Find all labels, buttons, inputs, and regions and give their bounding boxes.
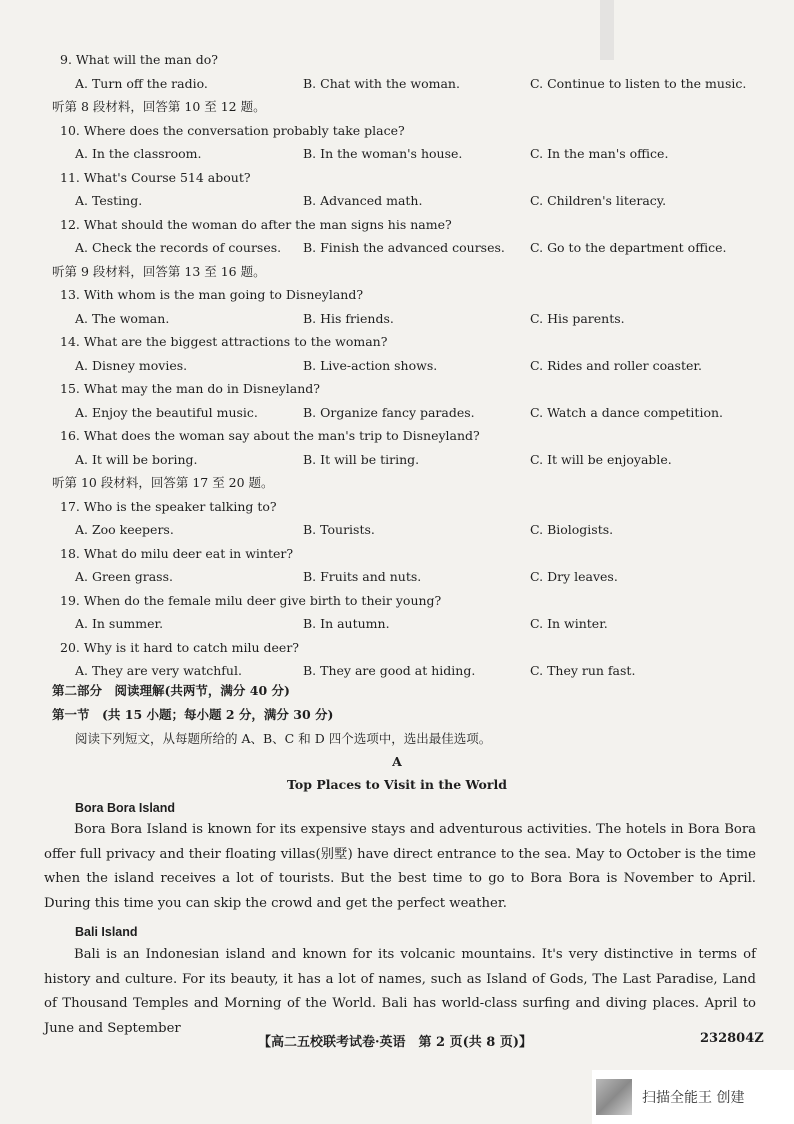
passage-title: Top Places to Visit in the World [287, 777, 507, 792]
question-stem [60, 640, 299, 656]
question-text: Who is the speaker talking to? [83, 498, 277, 514]
question-stem [60, 217, 452, 233]
option-a: A. In the classroom. [75, 146, 202, 161]
question-stem [60, 170, 251, 186]
watermark-text: 扫描全能王 创建 [642, 1090, 745, 1106]
option-a: A. Enjoy the beautiful music. [75, 404, 258, 420]
option-c: C. It will be enjoyable. [530, 451, 672, 467]
question-text: With whom is the man going to Disneyland? [83, 287, 364, 302]
question-number: 11. [60, 169, 80, 185]
place-text-bali: Bali is an Indonesian island and known for its volcanic mountains. It's very distinctive in terms of history and culture. For its beauty, it has a lot of names, such as Island of Gods, The Last Paradise, Land of Thousand Temples and Morning of the World. Bali has world-class surfing and diving places. April to June and September [44, 947, 756, 1036]
place-name-bali: Bali Island [75, 925, 138, 939]
option-c: C. Go to the department office. [530, 240, 727, 255]
question-number: 10. [60, 122, 80, 138]
question-number: 13. [60, 287, 80, 302]
question-text: Why is it hard to catch milu deer? [83, 639, 300, 655]
question-text: What does the woman say about the man's trip to Disneyland? [83, 428, 480, 443]
part2-title: 第二部分 阅读理解(共两节，满分 40 分) [52, 683, 290, 698]
place-text-bora-bora: Bora Bora Island is known for its expensive stays and adventurous activities. The hotels in Bora Bora offer full privacy and their floating villas(别墅) have direct entrance to the sea. May to October is the time when the island receives a lot of tourists. But the best time to go to Bora Bora is November to April. During this time you can skip the crowd and get the perfect weather. [44, 822, 756, 911]
option-c: C. They run fast. [530, 663, 636, 678]
question-text: What's Course 514 about? [83, 169, 251, 185]
question-number: 15. [60, 381, 80, 396]
place-name-bora-bora: Bora Bora Island [75, 801, 176, 815]
option-a: A. Check the records of courses. [75, 240, 282, 255]
option-a: A. In summer. [75, 616, 164, 631]
question-stem [60, 499, 277, 515]
question-number: 14. [60, 334, 80, 349]
scan-smudge [600, 0, 614, 60]
question-stem [60, 52, 218, 68]
option-c: C. His parents. [530, 310, 625, 326]
option-a: A. Turn off the radio. [75, 75, 208, 91]
question-text: What may the man do in Disneyland? [83, 381, 321, 396]
question-number: 19. [60, 592, 80, 608]
option-b: B. Live-action shows. [303, 357, 438, 373]
question-number: 18. [60, 545, 80, 561]
section-instruction: 听第 9 段材料，回答第 13 至 16 题。 [52, 263, 266, 279]
question-number: 20. [60, 639, 80, 655]
option-b: B. In the woman's house. [303, 146, 463, 161]
question-text: What will the man do? [75, 52, 218, 67]
option-a: A. Disney movies. [75, 357, 188, 373]
option-b: B. Finish the advanced courses. [303, 240, 505, 255]
option-b: B. Chat with the woman. [303, 75, 460, 91]
option-b: B. Advanced math. [303, 193, 423, 208]
question-stem [60, 381, 320, 397]
scanner-logo-icon [596, 1079, 632, 1115]
question-stem [60, 546, 293, 562]
option-a: A. Zoo keepers. [75, 522, 174, 537]
exam-code: 232804Z [700, 1031, 764, 1046]
option-a: A. It will be boring. [75, 451, 198, 467]
question-number: 17. [60, 498, 80, 514]
question-text: Where does the conversation probably take place? [83, 122, 405, 138]
option-c: C. In winter. [530, 616, 608, 631]
option-b: B. Organize fancy parades. [303, 404, 475, 420]
question-number: 12. [60, 216, 80, 232]
option-b: B. Fruits and nuts. [303, 569, 422, 584]
scanner-watermark [592, 1070, 794, 1124]
question-stem [60, 123, 405, 139]
question-stem [60, 334, 387, 350]
question-text: When do the female milu deer give birth to their young? [83, 592, 442, 608]
option-b: B. It will be tiring. [303, 451, 420, 467]
question-stem [60, 593, 441, 609]
passage-letter: A [392, 754, 402, 769]
option-a: A. The woman. [75, 310, 170, 326]
option-c: C. Children's literacy. [530, 193, 667, 208]
section-instruction: 听第 10 段材料，回答第 17 至 20 题。 [52, 475, 274, 490]
option-b: B. They are good at hiding. [303, 663, 476, 678]
question-text: What do milu deer eat in winter? [83, 545, 294, 561]
option-c: C. Continue to listen to the music. [530, 75, 747, 91]
option-a: A. Testing. [75, 193, 143, 208]
question-number: 16. [60, 428, 80, 443]
question-stem [60, 287, 363, 303]
option-c: C. Watch a dance competition. [530, 404, 723, 420]
reading-instruction: 阅读下列短文，从每题所给的 A、B、C 和 D 四个选项中，选出最佳选项。 [75, 731, 492, 746]
page-footer: 【高二五校联考试卷·英语 第 2 页(共 8 页)】 [258, 1035, 533, 1050]
option-a: A. They are very watchful. [75, 663, 242, 678]
question-text: What should the woman do after the man signs his name? [83, 216, 452, 232]
option-c: C. In the man's office. [530, 146, 669, 161]
option-b: B. His friends. [303, 310, 394, 326]
question-stem [60, 428, 480, 444]
option-c: C. Dry leaves. [530, 569, 618, 584]
option-b: B. In autumn. [303, 616, 390, 631]
section-instruction: 听第 8 段材料，回答第 10 至 12 题。 [52, 99, 266, 114]
option-b: B. Tourists. [303, 522, 375, 537]
option-c: C. Rides and roller coaster. [530, 357, 702, 373]
option-c: C. Biologists. [530, 522, 614, 537]
section1-title: 第一节 (共 15 小题；每小题 2 分，满分 30 分) [52, 707, 334, 722]
question-number: 9. [60, 52, 72, 67]
question-text: What are the biggest attractions to the woman? [83, 334, 388, 349]
option-a: A. Green grass. [75, 569, 173, 584]
